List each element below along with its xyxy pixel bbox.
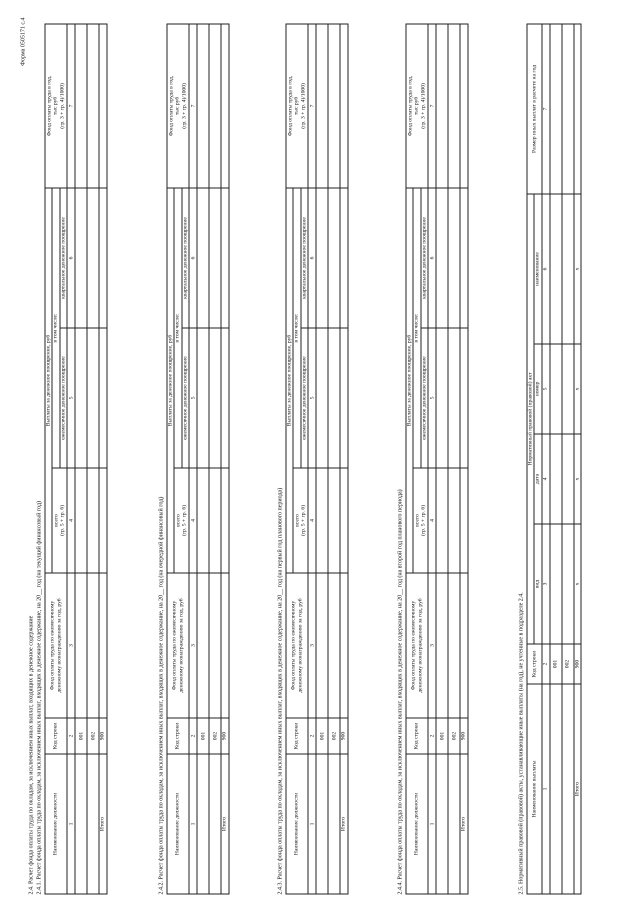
total-code: 900	[99, 718, 106, 754]
cell	[448, 754, 460, 894]
cell	[328, 754, 340, 894]
cell	[87, 188, 99, 328]
total-label: Итого	[460, 754, 467, 894]
subsection-title-1: 2.4.1. Расчет фонда оплаты труда по окладам, за исключением иных выплат, входящих в денежное содержание, на 20__ год (на текущий финансовый год)	[36, 500, 43, 895]
cell	[87, 468, 99, 573]
hdr-date: дата	[534, 434, 541, 524]
cell	[550, 524, 562, 644]
cell	[328, 24, 340, 188]
col-num: 4	[428, 468, 436, 573]
total-label: Итого	[221, 754, 228, 894]
hdr-position: Наименование должности	[45, 754, 67, 894]
cell	[436, 468, 448, 573]
col-num: 6	[428, 188, 436, 328]
cell	[448, 328, 460, 468]
hdr-payments: Выплаты за денежное поощрение, руб	[286, 188, 293, 573]
cell	[340, 188, 347, 328]
cell	[75, 573, 87, 718]
col-num: 4	[67, 468, 75, 573]
cell	[209, 468, 221, 573]
hdr-wage-fund: Фонд оплаты труда в год, тыс руб (гр. 3 + гр. 4)/1000)	[167, 24, 189, 188]
section-2-5-title: 2.5. Нормативный правовой (правовой) акты, устанавливающие иные выплаты (на год), не учтенные в подразделе 2.4.	[518, 592, 525, 895]
hdr-fund: Фонд оплаты труда по ежемесячному денежному вознаграждению за год, руб	[406, 573, 428, 718]
cell	[209, 328, 221, 468]
total-code: 900	[574, 644, 581, 684]
cell	[562, 684, 574, 894]
hdr-payments: Выплаты за денежное поощрение, руб	[45, 188, 52, 573]
cell	[197, 754, 209, 894]
hdr-total: всего (гр. 5 + гр. 6)	[174, 468, 189, 573]
cell	[550, 434, 562, 524]
cell	[75, 188, 87, 328]
table-2-4-4	[406, 23, 469, 894]
hdr-row-code: Код строки	[406, 718, 428, 754]
cell	[209, 573, 221, 718]
hdr-payments: Выплаты за денежное поощрение, руб	[406, 188, 413, 573]
cell	[87, 328, 99, 468]
col-num: 5	[189, 328, 197, 468]
hdr-incl: в том числе:	[413, 188, 420, 468]
col-num: 4	[308, 468, 316, 573]
hdr-title: наименование	[534, 194, 541, 344]
hdr-incl: в том числе:	[293, 188, 300, 468]
col-num: 7	[428, 24, 436, 188]
col-num: 7	[189, 24, 197, 188]
col-num: 1	[308, 754, 316, 894]
cell	[99, 468, 106, 573]
table-2-4-3	[286, 23, 349, 894]
hdr-row-code: Код строки	[527, 644, 542, 684]
col-num: 3	[542, 524, 550, 644]
dash-cell: х	[574, 344, 581, 434]
cell	[562, 524, 574, 644]
cell	[448, 468, 460, 573]
col-num: 2	[542, 644, 550, 684]
subsection-title-2: 2.4.2. Расчет фонда оплаты труда по окладам, за исключением иных выплат, входящих в денежное содержание, на 20__ год (на очередной финансовый год)	[158, 496, 165, 895]
col-num: 2	[308, 718, 316, 754]
cell	[197, 573, 209, 718]
col-num: 3	[428, 573, 436, 718]
hdr-payments: Выплаты за денежное поощрение, руб	[167, 188, 174, 573]
row-code: 001	[75, 718, 87, 754]
cell	[87, 24, 99, 188]
cell	[316, 24, 328, 188]
hdr-number: номер	[534, 344, 541, 434]
cell	[562, 344, 574, 434]
cell	[328, 188, 340, 328]
hdr-payment-name: Наименование выплаты	[527, 684, 542, 894]
total-code: 900	[221, 718, 228, 754]
cell	[448, 573, 460, 718]
cell	[87, 754, 99, 894]
col-num: 4	[542, 434, 550, 524]
hdr-total: всего (гр. 5 + гр. 6)	[52, 468, 67, 573]
col-num: 6	[308, 188, 316, 328]
dash-cell: х	[574, 524, 581, 644]
col-num: 1	[428, 754, 436, 894]
total-label: Итого	[574, 684, 581, 894]
hdr-row-code: Код строки	[286, 718, 308, 754]
cell	[99, 328, 106, 468]
cell	[316, 328, 328, 468]
cell	[574, 24, 581, 194]
cell	[197, 468, 209, 573]
cell	[221, 24, 228, 188]
row-code: 002	[562, 644, 574, 684]
col-num: 7	[542, 24, 550, 194]
cell	[460, 188, 467, 328]
cell	[316, 188, 328, 328]
hdr-npa: Нормативный правовой (правовой) акт	[527, 194, 534, 644]
hdr-fund: Фонд оплаты труда по ежемесячному денежному вознаграждению за год, руб	[167, 573, 189, 718]
subsection-title-3: 2.4.3. Расчет фонда оплаты труда по окладам, за исключением иных выплат, входящих в денежное содержание, на 20__ год (на первый год планового периода)	[277, 487, 284, 895]
hdr-amount: Размер иных выплат в расчете на год	[527, 24, 542, 194]
cell	[340, 328, 347, 468]
cell	[550, 684, 562, 894]
cell	[99, 24, 106, 188]
hdr-quarterly: квартальное денежное поощрение	[60, 188, 67, 328]
col-num: 6	[542, 194, 550, 344]
total-label: Итого	[99, 754, 106, 894]
hdr-position: Наименование должности	[286, 754, 308, 894]
cell	[197, 328, 209, 468]
cell	[448, 188, 460, 328]
hdr-fund: Фонд оплаты труда по ежемесячному денежному вознаграждению за год, руб	[45, 573, 67, 718]
col-num: 4	[189, 468, 197, 573]
hdr-position: Наименование должности	[167, 754, 189, 894]
cell	[75, 24, 87, 188]
hdr-row-code: Код строки	[167, 718, 189, 754]
row-code: 001	[197, 718, 209, 754]
hdr-monthly: ежемесячное денежное поощрение	[421, 328, 428, 468]
table-2-4-1	[45, 23, 108, 894]
hdr-monthly: ежемесячное денежное поощрение	[182, 328, 189, 468]
hdr-total: всего (гр. 5 + гр. 6)	[413, 468, 428, 573]
cell	[87, 573, 99, 718]
hdr-quarterly: квартальное денежное поощрение	[421, 188, 428, 328]
cell	[221, 468, 228, 573]
cell	[209, 24, 221, 188]
cell	[316, 754, 328, 894]
cell	[75, 754, 87, 894]
col-num: 5	[542, 344, 550, 434]
col-num: 2	[428, 718, 436, 754]
row-code: 001	[550, 644, 562, 684]
col-num: 3	[308, 573, 316, 718]
col-num: 7	[308, 24, 316, 188]
cell	[75, 328, 87, 468]
row-code: 001	[316, 718, 328, 754]
cell	[436, 188, 448, 328]
row-code: 002	[87, 718, 99, 754]
cell	[436, 573, 448, 718]
col-num: 1	[67, 754, 75, 894]
hdr-position: Наименование должности	[406, 754, 428, 894]
hdr-wage-fund: Фонд оплаты труда в год, тыс руб (гр. 3 + гр. 4)/1000)	[406, 24, 428, 188]
document-page	[1, 0, 640, 905]
total-code: 900	[460, 718, 467, 754]
row-code: 002	[328, 718, 340, 754]
cell	[562, 434, 574, 524]
hdr-type: вид	[534, 524, 541, 644]
cell	[328, 573, 340, 718]
col-num: 6	[189, 188, 197, 328]
cell	[562, 194, 574, 344]
cell	[562, 24, 574, 194]
hdr-quarterly: квартальное денежное поощрение	[182, 188, 189, 328]
cell	[328, 468, 340, 573]
cell	[328, 328, 340, 468]
cell	[550, 24, 562, 194]
total-code: 900	[340, 718, 347, 754]
col-num: 7	[67, 24, 75, 188]
cell	[316, 468, 328, 573]
cell	[75, 468, 87, 573]
form-reference: Форма 0505171 с.4	[20, 17, 27, 66]
hdr-wage-fund: Фонд оплаты труда в год, тыс руб (гр. 3 + гр. 4)/1000)	[45, 24, 67, 188]
cell	[460, 24, 467, 188]
cell	[340, 573, 347, 718]
hdr-fund: Фонд оплаты труда по ежемесячному денежному вознаграждению за год, руб	[286, 573, 308, 718]
col-num: 2	[67, 718, 75, 754]
cell	[460, 468, 467, 573]
cell	[436, 328, 448, 468]
col-num: 1	[542, 684, 550, 894]
hdr-monthly: ежемесячное денежное поощрение	[301, 328, 308, 468]
col-num: 3	[189, 573, 197, 718]
table-2-4-2	[167, 23, 230, 894]
table-2-5	[527, 23, 582, 894]
cell	[550, 194, 562, 344]
cell	[197, 24, 209, 188]
col-num: 5	[67, 328, 75, 468]
cell	[209, 754, 221, 894]
cell	[436, 24, 448, 188]
cell	[99, 188, 106, 328]
cell	[209, 188, 221, 328]
hdr-incl: в том числе:	[52, 188, 59, 468]
cell	[460, 573, 467, 718]
hdr-monthly: ежемесячное денежное поощрение	[60, 328, 67, 468]
hdr-total: всего (гр. 5 + гр. 6)	[293, 468, 308, 573]
dash-cell: х	[574, 194, 581, 344]
col-num: 2	[189, 718, 197, 754]
row-code: 001	[436, 718, 448, 754]
cell	[221, 328, 228, 468]
cell	[448, 24, 460, 188]
total-label: Итого	[340, 754, 347, 894]
hdr-wage-fund: Фонд оплаты труда в год, тыс руб (гр. 3 + гр. 4)/1000)	[286, 24, 308, 188]
row-code: 002	[209, 718, 221, 754]
hdr-row-code: Код строки	[45, 718, 67, 754]
col-num: 5	[308, 328, 316, 468]
col-num: 3	[67, 573, 75, 718]
row-code: 002	[448, 718, 460, 754]
hdr-incl: в том числе:	[174, 188, 181, 468]
col-num: 6	[67, 188, 75, 328]
cell	[197, 188, 209, 328]
cell	[436, 754, 448, 894]
cell	[316, 573, 328, 718]
cell	[460, 328, 467, 468]
subsection-title-4: 2.4.4. Расчет фонда оплаты труда по окладам, за исключением иных выплат, входящих в денежное содержание, на 20__ год (на второй год планового периода)	[397, 489, 404, 895]
col-num: 1	[189, 754, 197, 894]
cell	[221, 188, 228, 328]
cell	[99, 573, 106, 718]
cell	[340, 468, 347, 573]
section-title: 2.4. Расчет фонда оплаты труда по окладам, за исключением иных выплат, входящих в денежное содержание	[28, 615, 35, 895]
cell	[340, 24, 347, 188]
cell	[550, 344, 562, 434]
col-num: 5	[428, 328, 436, 468]
hdr-quarterly: квартальное денежное поощрение	[301, 188, 308, 328]
dash-cell: х	[574, 434, 581, 524]
cell	[221, 573, 228, 718]
